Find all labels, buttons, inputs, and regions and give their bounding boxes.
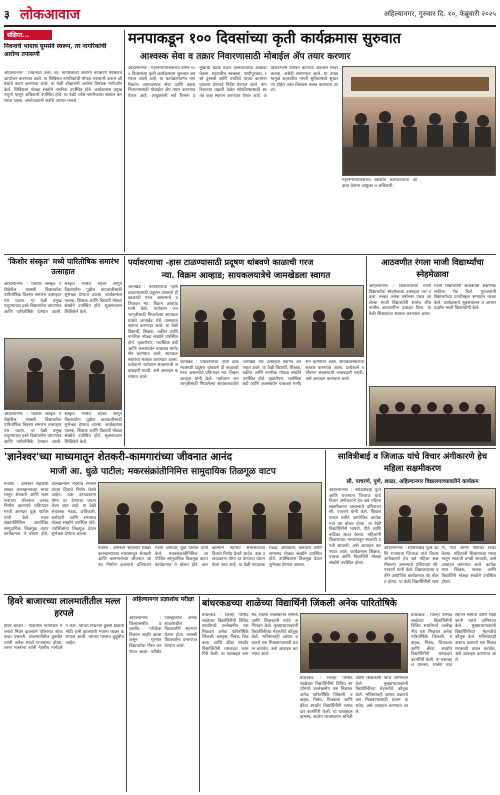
students-body-columns: बांधरकड : जिल्हा परिषद शाळेच्या विद्यार्थिनींनी विविध स्पर्धांमध्ये उल्लेखनीय यश मिळवत अनेक पारितोषिके जिंकली. वक्तृत्व, निबंध, चित्रकला आणि क्रीडा स्पर्धांत विद्यार्थिनींनी चमकदार कामगिरी केली. या यशाबद्दल ग्रामस्थ, शालेय व्यवस्थापन समिती आणि शिक्षकांनी त्यांचे अभिनंदन केले. मुख्याध्यापकांनी विद्यार्थिनींच्या मेहनतीचे कौतुक केले. भविष्यातही अशाच प्रकारचे यश मिळवण्यासाठी प्रयत्न करावेत, असे आवाहन करण्यात आले. <box>300 676 408 721</box>
savitri-body-columns: अहिल्यानगर : सावित्रीबाई फुले आणि राजमाता जिजाऊ यांचे विचार अंगीकारणे हेच खरे महिला सक्षमीकरण असल्याचे प्रतिपादन सौ. पाचरणे यांनी केले. विद्यालयाच्या वतीने आयोजित कार्यक्रमात त्या बोलत होत्या. या वेळी विद्यार्थिनींनी भाषणे, गीते आणि नाटिका सादर केल्या. महिलांनी शिक्षणाच्या माध्यमातून स्वतःची प्रगती साधावी, असे आवाहन करण्यात आले. कार्यक्रमास शिक्षक, पालक आणि विद्यार्थिनी मोठ्या संख्येने उपस्थित होत्या. <box>384 546 496 585</box>
page-number: ३ <box>4 7 10 21</box>
alumni-photo <box>369 386 496 446</box>
savitri-subhead: सौ. पाचरणे, पुणे, शाळा, अहिल्यानगर विद्यालयाच्यावतीने कार्यक्रम <box>346 479 479 485</box>
lead-body: अहिल्यानगर : महानगरपालिकेच्या वतीने १०० दिवसांच्या कृती कार्यक्रमाला सुरुवात करण्यात आली आहे. या कार्यक्रमांतर्गत नागरिकांना अत्यावश्यक सेवा आणि तक्रार निवारणासाठी मोबाईल ॲप तयार करण्यात येणार आहे. आयुक्तांनी सर्व विभाग प्रमुखांची बैठक घेऊन कामकाजाचा आढावा घेतला. शहरातील स्वच्छता, पाणीपुरवठा, रस्ते दुरुस्ती आणि पथदिवे यांच्या कामांना प्राधान्य देण्याचे निर्देश देण्यात आले. नागरिकांच्या तक्रारी वेळेत सोडविण्यासाठी स्वतंत्र कक्ष स्थापन करण्यात येणार आहे. अधिकाऱ्यांनी दैनंदिन कामाचा अहवाल सादर करावा, असेही सांगण्यात आले. या उपक्रमामुळे शहरातील नागरी सुविधांमध्ये सुधारणा होईल असा विश्वास व्यक्त करण्यात आला. <box>128 66 338 99</box>
masthead <box>4 3 496 27</box>
farmers-photo <box>98 482 322 544</box>
ahilya-headline: अहिल्यानगर प्रज्ञाशोध परीक्षा <box>132 596 194 603</box>
brief-column <box>4 30 122 252</box>
farmers-body: नेवासा : ज्ञानेश्वर सहकारी साखर कारखान्याच्या माध्यमातून शेतकरी आणि कामगारांच्या जीवनात आनंद निर्माण झाल्याचे प्रतिपादन माजी आमदार धुळे पाटील यांनी केले. मकरसंक्रांतीनिमित्त आयोजित सामुदायिक तिळगूळ वाटप कार्यक्रमात ते बोलत होते. कारखान्याने नेहमीच सभासदांच्या हिताचे निर्णय घेतले आहेत. ऊस उत्पादकांना योग्य दर देण्याचा प्रयत्न केला जात आहे. या वेळी संचालक मंडळ, अधिकारी, कर्मचारी आणि सभासद मोठ्या संख्येने उपस्थित होते. उपस्थितांना तिळगूळ देऊन शुभेच्छा देण्यात आल्या. <box>4 482 96 538</box>
farmers-subhead: माजी आ. धुळे पाटील; मकरसंक्रांतीनिमित्त सामुदायिक तिळगूळ वाटप <box>50 467 276 477</box>
sanskrit-photo <box>4 338 122 410</box>
newspaper-logo: लोकआवाज <box>20 6 80 23</box>
students-body: बांधरकड : जिल्हा परिषद शाळेच्या विद्यार्थिनींनी विविध स्पर्धांमध्ये उल्लेखनीय यश मिळवत अनेक पारितोषिके जिंकली. वक्तृत्व, निबंध, चित्रकला आणि क्रीडा स्पर्धांत विद्यार्थिनींनी चमकदार कामगिरी केली. या यशाबद्दल ग्रामस्थ, शालेय व्यवस्थापन समिती आणि शिक्षकांनी त्यांचे अभिनंदन केले. मुख्याध्यापकांनी विद्यार्थिनींच्या मेहनतीचे कौतुक केले. भविष्यातही अशाच प्रकारचे यश मिळवण्यासाठी प्रयत्न करावेत, असे आवाहन करण्यात आले. <box>202 613 298 658</box>
lead-photo <box>342 66 496 176</box>
alumni-body: अहिल्यानगर : विद्यालयाच्या माजी विद्यार्थ्यांचा स्नेहमेळावा उत्साहात पार पडला. तब्बल अनेक वर्षांनंतर एकत्र आलेल्या माजी विद्यार्थ्यांनी शालेय जीवनातील आठवणींना उजाळा दिला. या वेळी शिक्षकांचा सत्कार करण्यात आला. माजी विद्यार्थ्यांनी शाळेसाठी शैक्षणिक साहित्य भेट दिले. गुरुजनांनी विद्यार्थ्यांच्या प्रगतीबद्दल समाधान व्यक्त केले. कार्यक्रमाचे सूत्रसंचालन व आभार प्रदर्शन माजी विद्यार्थ्यांनी केले. <box>369 284 496 317</box>
savitri-body: अहिल्यानगर : सावित्रीबाई फुले आणि राजमाता जिजाऊ यांचे विचार अंगीकारणे हेच खरे महिला सक्षमीकरण असल्याचे प्रतिपादन सौ. पाचरणे यांनी केले. विद्यालयाच्या वतीने आयोजित कार्यक्रमात त्या बोलत होत्या. या वेळी विद्यार्थिनींनी भाषणे, गीते आणि नाटिका सादर केल्या. महिलांनी शिक्षणाच्या माध्यमातून स्वतःची प्रगती साधावी, असे आवाहन करण्यात आले. कार्यक्रमास शिक्षक, पालक आणि विद्यार्थिनी मोठ्या संख्येने उपस्थित होत्या. <box>329 488 381 566</box>
water-headline: पर्यावरणाचा -हास टाळण्यासाठी प्रदूषण थांबवणे काळाची गरज <box>128 257 314 267</box>
wrestling-body: हिवरे बाजार : गावातील नामांकित मल्लाचे निधन झाल्याने परिसरात शोककळा पसरली. लालमातीतील कुस्तीत त्यांनी अनेक स्पर्धा गाजवल्या होत्या. तरुण मल्लांना त्यांनी नेहमीच मार्गदर्शन केले. त्यांच्या निधनाने कुस्ती क्षेत्राची मोठी हानी झाल्याची भावना व्यक्त करण्यात आली. त्यांच्या पश्चात कुटुंबीय आहेत. <box>4 624 124 652</box>
brief-headline: निधनाचे भायाच घुमसंवे स्वरूप, तर नागरिकांची आरोग्य तपासणी <box>4 43 107 58</box>
wrestling-headline: हिवरे बाजारच्या लालमातीतील मल्ल हरपले <box>7 597 121 619</box>
water-photo <box>180 285 364 357</box>
lead-caption: महानगरपालिकेच्या बैठकीत कामकाजाचा आढावा घेताना आयुक्त व अधिकारी. <box>342 178 417 189</box>
savitri-photo <box>384 488 496 544</box>
lead-subhead: आश्वस्क सेवा व तक्रार निवारणासाठी मोबाईल ॲप तयार करणार <box>140 52 351 62</box>
farmers-body-columns: नेवासा : ज्ञानेश्वर सहकारी साखर कारखान्याच्या माध्यमातून शेतकरी आणि कामगारांच्या जीवनात आनंद निर्माण झाल्याचे प्रतिपादन माजी आमदार धुळे पाटील यांनी केले. मकरसंक्रांतीनिमित्त आयोजित सामुदायिक तिळगूळ वाटप कार्यक्रमात ते बोलत होते. कारखान्याने नेहमीच सभासदांच्या हिताचे निर्णय घेतले आहेत. ऊस उत्पादकांना योग्य दर देण्याचा प्रयत्न केला जात आहे. या वेळी संचालक मंडळ, अधिकारी, कर्मचारी आणि सभासद मोठ्या संख्येने उपस्थित होते. उपस्थितांना तिळगूळ देऊन शुभेच्छा देण्यात आल्या. <box>98 546 322 568</box>
dateline: अहिल्यानगर, गुरुवार दि. १०, फेब्रुवारी २०२५ <box>383 9 496 18</box>
sanskrit-body: अहिल्यानगर : किशोर संस्कृत परीक्षेतील यशस्वी विद्यार्थ्यांचा पारितोषिक वितरण समारंभ उत्साहात पार पडला. या वेळी प्रमुख पाहुण्यांच्या हस्ते विद्यार्थ्यांना प्रमाणपत्र आणि पारितोषिके देण्यात आली. संस्कृत भाषेचे महत्त्व सांगून विद्यार्थ्यांना पुढील वाटचालीसाठी शुभेच्छा देण्यात आल्या. कार्यक्रमास पालक, शिक्षक आणि विद्यार्थी मोठ्या संख्येने उपस्थित होते. सूत्रसंचालन शिक्षिकेने केले. <box>4 282 122 315</box>
water-subhead: न्या. विक्रम आव्हाड; सायकलयात्रेचे जामखेडला स्वागत <box>161 271 331 281</box>
ahilya-body: अहिल्यानगर : जिल्हास्तरीय प्रज्ञाशोध परीक्षेचा निकाल जाहीर झाला असून गुणवंत विद्यार्थ्यांचा गौरव करण्यात आला. परीक्षेत जिल्ह्यातील अनेक शाळांमधील विद्यार्थ्यांनी सहभाग घेतला होता. यशस्वी विद्यार्थ्यांना प्रमाणपत्र देण्यात आले. <box>129 616 197 655</box>
lead-headline: मनपाकडून १०० दिवसांच्या कृती कार्यक्रमास सुरुवात <box>128 30 401 47</box>
savitri-headline: सावित्रीबाई व जिजाऊ यांचे विचार अंगीकारणे हेच महिला सक्षमीकरण <box>337 451 488 473</box>
brief-label: संक्षिप्त... <box>4 30 52 40</box>
sanskrit-continued: अहिल्यानगर : किशोर संस्कृत परीक्षेतील यशस्वी विद्यार्थ्यांचा पारितोषिक वितरण समारंभ उत्साहात पार पडला. या वेळी प्रमुख पाहुण्यांच्या हस्ते विद्यार्थ्यांना प्रमाणपत्र आणि पारितोषिके देण्यात आली. संस्कृत भाषेचे महत्त्व सांगून विद्यार्थ्यांना पुढील वाटचालीसाठी शुभेच्छा देण्यात आल्या. कार्यक्रमास पालक, शिक्षक आणि विद्यार्थी मोठ्या संख्येने उपस्थित होते. सूत्रसंचालन शिक्षिकेने केले. <box>4 412 122 445</box>
students-headline: बांधरकडच्या शाळेच्या विद्यार्थिनी जिंकली अनेक पारितोषिके <box>202 598 397 609</box>
water-body: जामखेड : पर्यावरणाचा ऱ्हास टाळण्यासाठी प्रदूषण थांबवणे ही काळाची गरज असल्याचे प्रतिपादन न्या. विक्रम आव्हाड यांनी केले. पर्यावरण जनजागृतीसाठी निघालेल्या सायकलयात्रेचे जामखेड येथे उत्साहात स्वागत करण्यात आले. या वेळी विद्यार्थी, शिक्षक, वकील आणि नागरिक मोठ्या संख्येने उपस्थित होते. वृक्षारोपण, प्लास्टिक बंदी आणि जलसंवर्धन याबाबत मार्गदर्शन करण्यात आले. सायकलस्वारांचा सत्कार करण्यात आला. प्रत्येकाने पर्यावरण संरक्षणाची जबाबदारी घ्यावी, असे आवाहन करण्यात आले. <box>128 285 178 380</box>
students-photo <box>300 613 408 673</box>
sanskrit-headline: 'किशोर संस्कृत' मध्ये पारितोषिक समारंभ उत्साहात <box>7 257 119 276</box>
alumni-headline: आठवणीत रंगला माजी विद्यार्थ्यांचा स्नेहमेळावा <box>381 257 484 279</box>
water-body-columns: जामखेड : पर्यावरणाचा ऱ्हास टाळण्यासाठी प्रदूषण थांबवणे ही काळाची गरज असल्याचे प्रतिपादन न्या. विक्रम आव्हाड यांनी केले. पर्यावरण जनजागृतीसाठी निघालेल्या सायकलयात्रेचे जामखेड येथे उत्साहात स्वागत करण्यात आले. या वेळी विद्यार्थी, शिक्षक, वकील आणि नागरिक मोठ्या संख्येने उपस्थित होते. वृक्षारोपण, प्लास्टिक बंदी आणि जलसंवर्धन याबाबत मार्गदर्शन करण्यात आले. सायकलस्वारांचा सत्कार करण्यात आला. प्रत्येकाने पर्यावरण संरक्षणाची जबाबदारी घ्यावी, असे आवाहन करण्यात आले. <box>180 360 364 388</box>
farmers-headline: 'ज्ञानेश्वर'च्या माध्यमातून शेतकरी-कामगारांच्या जीवनात आनंद <box>4 451 232 463</box>
brief-body: अहिल्यानगर : निधनाचा उत्तर, तर, नागरिकांची आरोग्य तपासणी शिबिराचे आयोजन करण्यात आले. या शिबिरात नागरिकांची मोफत तपासणी करून औषधांचे वाटप करण्यात आले. या वेळी डॉक्टरांनी आरोग्य विषयक मार्गदर्शन केले. शिबिराला मोठ्या संख्येने नागरिक उपस्थित होते. कार्यक्रमास प्रमुख पाहुणे म्हणून अधिकारी उपस्थित होते. या वेळी ज्येष्ठ नागरिकांचा सत्कार करण्यात आला. आयोजकांनी सर्वांचे आभार मानले. <box>4 71 122 104</box>
students-body-right: बांधरकड : जिल्हा परिषद शाळेच्या विद्यार्थिनींनी विविध स्पर्धांमध्ये उल्लेखनीय यश मिळवत अनेक पारितोषिके जिंकली. वक्तृत्व, निबंध, चित्रकला आणि क्रीडा स्पर्धांत विद्यार्थिनींनी चमकदार कामगिरी केली. या यशाबद्दल ग्रामस्थ, शालेय व्यवस्थापन समिती आणि शिक्षकांनी त्यांचे अभिनंदन केले. मुख्याध्यापकांनी विद्यार्थिनींच्या मेहनतीचे कौतुक केले. भविष्यातही अशाच प्रकारचे यश मिळवण्यासाठी प्रयत्न करावेत, असे आवाहन करण्यात आले. <box>411 613 496 669</box>
